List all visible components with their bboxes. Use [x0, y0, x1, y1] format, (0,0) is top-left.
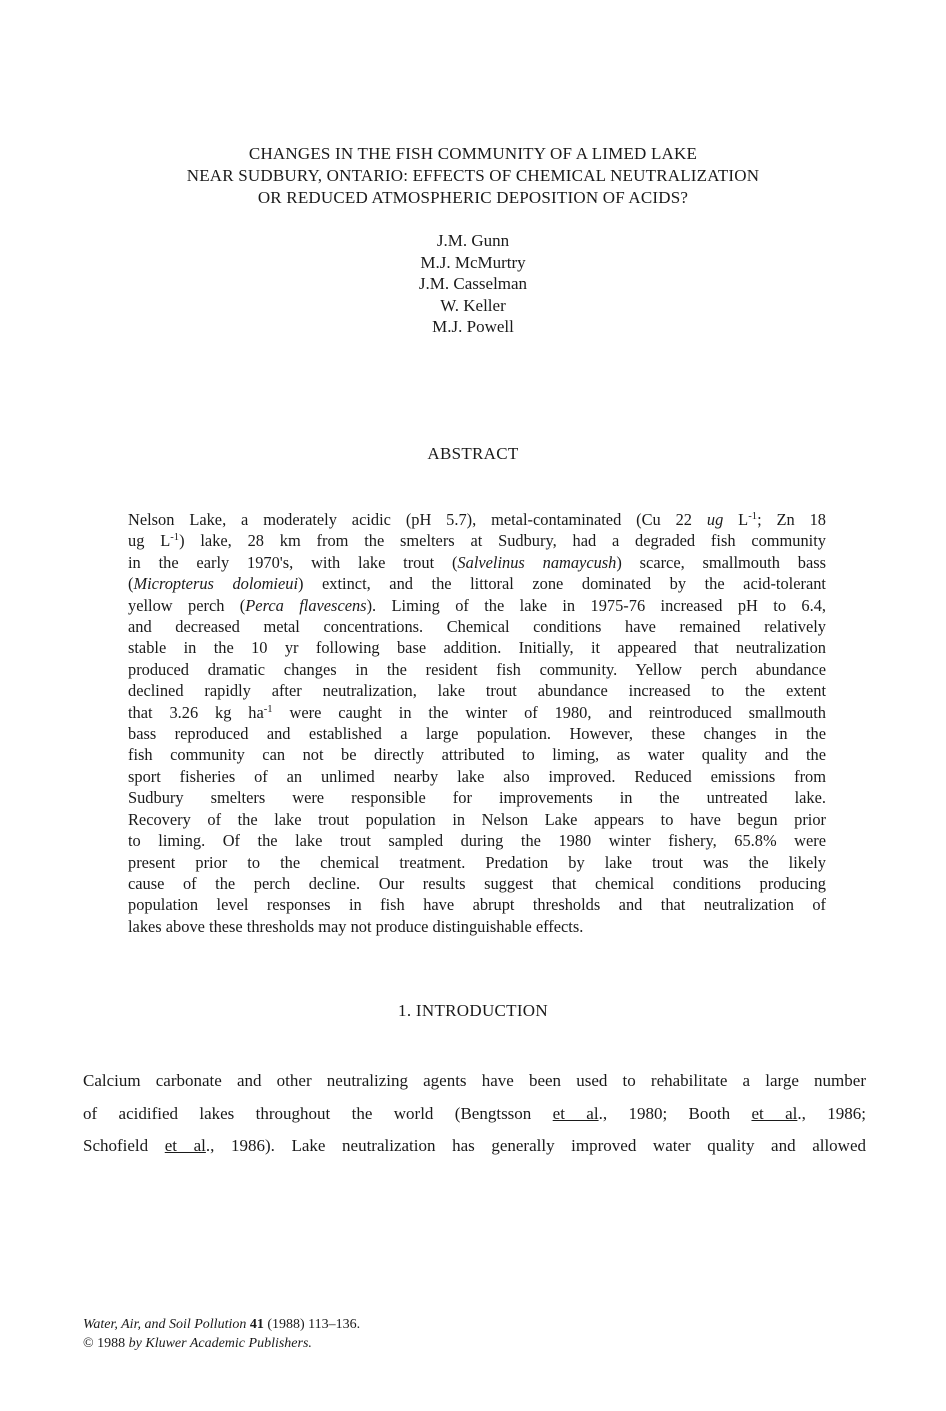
author-name: J.M. Casselman	[418, 274, 528, 293]
paper-title	[0, 143, 946, 209]
author-name: W. Keller	[440, 295, 506, 315]
abstract-line: bass reproduced and established a large population. However, these changes in the	[128, 724, 826, 744]
abstract-line: Recovery of the lake trout population in Nelson Lake appears to have begun prior	[128, 809, 826, 829]
abstract-heading: ABSTRACT	[427, 444, 519, 463]
abstract-line: lakes above these thresholds may not produce distinguishable effects.	[128, 916, 584, 936]
abstract-line: cause of the perch decline. Our results suggest that chemical conditions producing	[128, 873, 826, 893]
abstract-line: ug $L^{-1}$) lake, 28 km from the smelters at Sudbury, had a degraded fish community	[128, 531, 826, 551]
abstract-line: Sudbury smelters were responsible for improvements in the untreated lake.	[128, 788, 826, 808]
abstract-body	[128, 509, 826, 937]
abstract-line: yellow perch (Perca flavescens). Liming of the lake in 1975-76 increased pH to 6.4,	[128, 595, 827, 615]
introduction-heading: 1. INTRODUCTION	[398, 1001, 548, 1020]
journal-citation: Water, Air, and Soil Pollution 41 (1988) 113–136.	[83, 1317, 361, 1332]
abstract-line: declined rapidly after neutralization, lake trout abundance increased to the extent	[128, 681, 826, 701]
abstract-line: and decreased metal concentrations. Chemical conditions have remained relatively	[128, 617, 826, 637]
abstract-line: produced dramatic changes in the resident fish community. Yellow perch abundance	[128, 659, 826, 679]
introduction-body	[83, 1065, 866, 1163]
author-list	[0, 230, 946, 338]
abstract-line: sport fisheries of an unlimed nearby lake also improved. Reduced emissions from	[128, 766, 826, 786]
title-line: CHANGES IN THE FISH COMMUNITY OF A LIMED LAKE	[248, 144, 698, 163]
journal-footer	[83, 1315, 360, 1353]
abstract-line: fish community can not be directly attributed to liming, as water quality and the	[128, 745, 826, 765]
author-name: J.M. Gunn	[436, 231, 510, 250]
abstract-line: population level responses in fish have abrupt thresholds and that neutralization of	[128, 895, 826, 915]
abstract-line: in the early 1970's, with lake trout (Salvelinus namaycush) scarce, smallmouth bass	[128, 552, 826, 572]
abstract-line: that 3.26 kg $ha^{-1}$ were caught in the winter of 1980, and reintroduced smallmouth	[128, 702, 826, 722]
title-line: OR REDUCED ATMOSPHERIC DEPOSITION OF ACIDS?	[257, 188, 689, 207]
abstract-line: stable in the 10 yr following base addition. Initially, it appeared that neutralization	[128, 638, 826, 658]
title-line: NEAR SUDBURY, ONTARIO: EFFECTS OF CHEMICAL NEUTRALIZATION	[186, 166, 760, 185]
author-name: M.J. McMurtry	[420, 252, 526, 272]
intro-line: Calcium carbonate and other neutralizing agents have been used to rehabilitate a large number	[83, 1071, 866, 1090]
abstract-line: to liming. Of the lake trout sampled during the 1980 winter fishery, 65.8% were	[128, 831, 826, 851]
abstract-line: Nelson Lake, a moderately acidic (pH 5.7), metal-contaminated (Cu 22 ug $L^{-1}$; Zn 18	[128, 510, 826, 529]
copyright-notice: © 1988 by Kluwer Academic Publishers.	[83, 1336, 312, 1351]
abstract-line: present prior to the chemical treatment. Predation by lake trout was the likely	[128, 852, 826, 872]
author-name: M.J. Powell	[432, 317, 514, 336]
abstract-line: (Micropterus dolomieui) extinct, and the littoral zone dominated by the acid-tolerant	[128, 574, 826, 594]
intro-line: of acidified lakes throughout the world (Bengtsson et al., 1980; Booth et al., 1986;	[83, 1103, 866, 1123]
intro-line: Schofield et al., 1986). Lake neutralization has generally improved water quality and allowed	[83, 1136, 867, 1155]
